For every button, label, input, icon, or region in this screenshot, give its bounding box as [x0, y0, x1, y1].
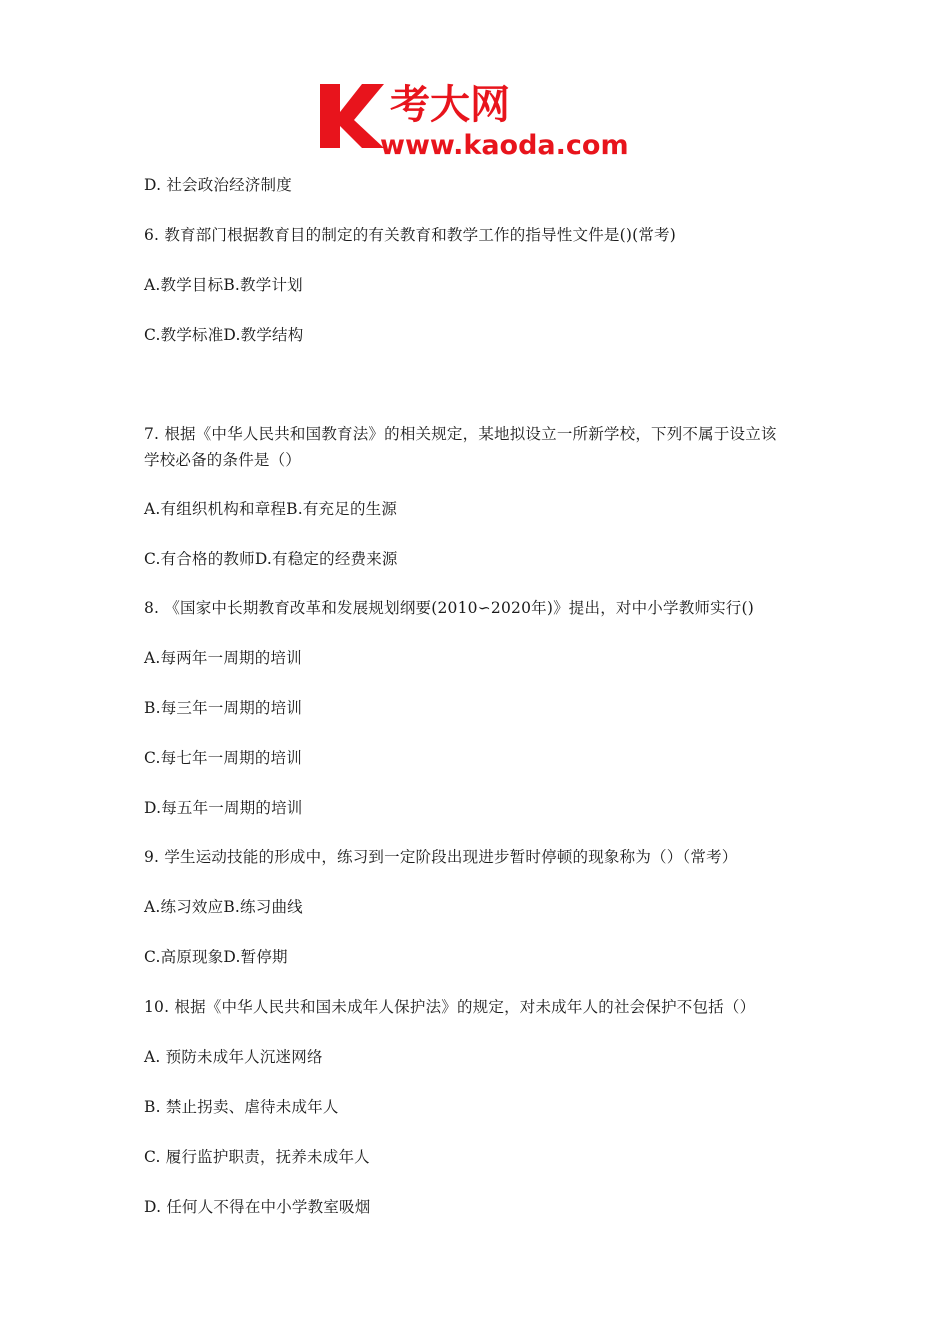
- logo-brand-text: 考大网: [390, 82, 510, 128]
- logo-url-text: www.kaoda.com: [380, 130, 629, 160]
- question-7-options-cd: C.有合格的教师D.有稳定的经费来源: [144, 550, 398, 568]
- question-7-stem-line2: 学校必备的条件是（）: [144, 451, 302, 469]
- question-10-option-c: C. 履行监护职责，抚养未成年人: [144, 1148, 370, 1166]
- question-10-option-b: B. 禁止拐卖、虐待未成年人: [144, 1098, 339, 1116]
- question-9-options-cd: C.高原现象D.暂停期: [144, 948, 288, 966]
- question-7-options-ab: A.有组织机构和章程B.有充足的生源: [144, 500, 398, 518]
- question-8-option-d: D.每五年一周期的培训: [144, 799, 303, 817]
- question-9-options-ab: A.练习效应B.练习曲线: [144, 898, 303, 916]
- kaoda-logo-graphic: [318, 78, 640, 160]
- question-6-options-cd: C.教学标准D.教学结构: [144, 326, 304, 344]
- question-8-stem: 8. 《国家中长期教育改革和发展规划纲要(2010∽2020年)》提出，对中小学教师实行(): [144, 599, 754, 617]
- question-10-option-d: D. 任何人不得在中小学教室吸烟: [144, 1198, 371, 1216]
- kaoda-logo: [318, 78, 640, 160]
- question-10-option-a: A. 预防未成年人沉迷网络: [144, 1048, 323, 1066]
- question-6-stem: 6. 教育部门根据教育目的制定的有关教育和教学工作的指导性文件是()(常考): [144, 226, 677, 244]
- question-10-stem: 10. 根据《中华人民共和国未成年人保护法》的规定，对未成年人的社会保护不包括（）: [144, 998, 756, 1016]
- question-6-options-ab: A.教学目标B.教学计划: [144, 276, 303, 294]
- logo-k-mark: [320, 84, 384, 148]
- question-8-option-a: A.每两年一周期的培训: [144, 649, 302, 667]
- question-5-option-d: D. 社会政治经济制度: [144, 176, 292, 194]
- question-8-option-c: C.每七年一周期的培训: [144, 749, 302, 767]
- question-9-stem: 9. 学生运动技能的形成中，练习到一定阶段出现进步暂时停顿的现象称为（）（常考）: [144, 848, 738, 866]
- question-8-option-b: B.每三年一周期的培训: [144, 699, 303, 717]
- question-7-stem-line1: 7. 根据《中华人民共和国教育法》的相关规定，某地拟设立一所新学校，下列不属于设立该: [144, 425, 777, 443]
